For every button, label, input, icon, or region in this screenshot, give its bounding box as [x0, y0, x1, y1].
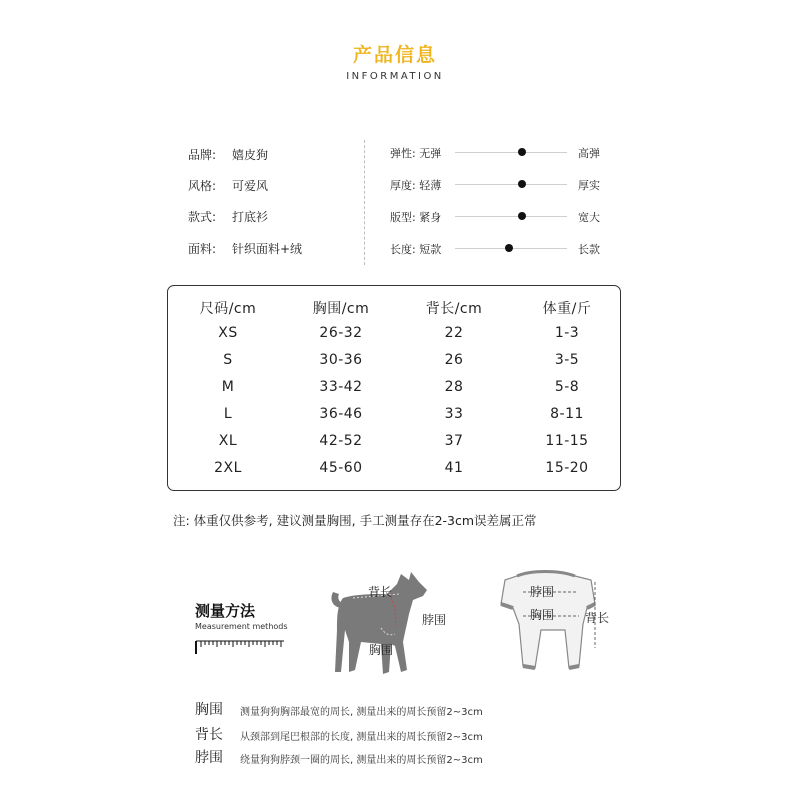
slider-dot-thickness — [518, 180, 526, 188]
desc-term-neck: 脖围 — [195, 750, 223, 766]
slider-label-thickness: 厚度: 轻薄 — [390, 179, 442, 192]
table-cell: XS — [218, 325, 238, 341]
desc-term-back: 背长 — [195, 727, 223, 743]
info-value-fabric: 针织面料+绒 — [232, 242, 303, 256]
table-cell: 22 — [444, 325, 464, 341]
size-note: 注: 体重仅供参考, 建议测量胸围, 手工测量存在2-3cm误差属正常 — [173, 513, 537, 528]
table-cell: 2XL — [214, 460, 242, 476]
table-cell: 30-36 — [319, 352, 363, 368]
slider-dot-elasticity — [518, 148, 526, 156]
table-cell: L — [223, 406, 233, 422]
shirt-label-chest: 胸围 — [530, 608, 555, 622]
info-label-brand: 品牌: — [188, 148, 217, 162]
table-cell: 26 — [444, 352, 464, 368]
table-cell: 28 — [444, 379, 464, 395]
slider-label-fit: 版型: 紧身 — [390, 211, 442, 224]
info-label-fabric: 面料: — [188, 242, 217, 256]
info-value-type: 打底衫 — [232, 210, 269, 224]
table-cell: S — [223, 352, 233, 368]
slider-dot-fit — [518, 212, 526, 220]
slider-track-elasticity — [455, 152, 567, 153]
slider-dot-length — [505, 244, 513, 252]
slider-right-elasticity: 高弹 — [578, 147, 600, 160]
info-label-type: 款式: — [188, 210, 217, 224]
table-cell: M — [221, 379, 235, 395]
slider-track-thickness — [455, 184, 567, 185]
table-cell: 33-42 — [319, 379, 363, 395]
page-subtitle: INFORMATION — [346, 71, 444, 82]
dog-label-back: 背长 — [368, 585, 393, 599]
table-header-back: 背长/cm — [425, 301, 483, 317]
slider-right-thickness: 厚实 — [578, 179, 600, 192]
info-value-style: 可爱风 — [232, 179, 269, 193]
shirt-label-neck: 脖围 — [530, 585, 555, 599]
dog-label-neck: 脖围 — [422, 613, 447, 627]
info-divider — [364, 140, 366, 265]
measure-title: 测量方法 — [195, 602, 256, 620]
slider-right-fit: 宽大 — [578, 211, 600, 224]
slider-right-length: 长款 — [578, 243, 600, 256]
table-cell: 36-46 — [319, 406, 363, 422]
table-header-chest: 胸围/cm — [312, 301, 370, 317]
table-cell: 37 — [444, 433, 464, 449]
info-label-style: 风格: — [188, 179, 217, 193]
size-table — [167, 285, 621, 491]
shirt-label-back: 背长 — [585, 611, 610, 625]
ruler-icon — [195, 637, 285, 655]
slider-track-fit — [455, 216, 567, 217]
table-cell: 15-20 — [545, 460, 589, 476]
desc-text-neck: 绕量狗狗脖颈一圈的周长, 测量出来的周长预留2~3cm — [240, 755, 483, 766]
table-cell: 1-3 — [554, 325, 580, 341]
table-header-weight: 体重/斤 — [542, 301, 592, 317]
dog-label-chest: 胸围 — [369, 643, 394, 657]
table-cell: 45-60 — [319, 460, 363, 476]
table-cell: 41 — [444, 460, 464, 476]
table-cell: 8-11 — [550, 406, 584, 422]
info-value-brand: 嬉皮狗 — [232, 148, 269, 162]
table-cell: 26-32 — [319, 325, 363, 341]
page-title: 产品信息 — [352, 44, 437, 66]
desc-term-chest: 胸围 — [195, 702, 223, 718]
table-cell: 11-15 — [545, 433, 589, 449]
table-cell: 33 — [444, 406, 464, 422]
slider-label-length: 长度: 短款 — [390, 243, 442, 256]
table-header-size: 尺码/cm — [199, 301, 257, 317]
measure-subtitle: Measurement methods — [195, 622, 288, 631]
table-cell: 5-8 — [554, 379, 580, 395]
table-cell: 3-5 — [554, 352, 580, 368]
slider-label-elasticity: 弹性: 无弹 — [390, 147, 442, 160]
table-cell: 42-52 — [319, 433, 363, 449]
desc-text-back: 从颈部到尾巴根部的长度, 测量出来的周长预留2~3cm — [240, 732, 483, 743]
desc-text-chest: 测量狗狗胸部最宽的周长, 测量出来的周长预留2~3cm — [240, 707, 483, 718]
table-cell: XL — [218, 433, 238, 449]
